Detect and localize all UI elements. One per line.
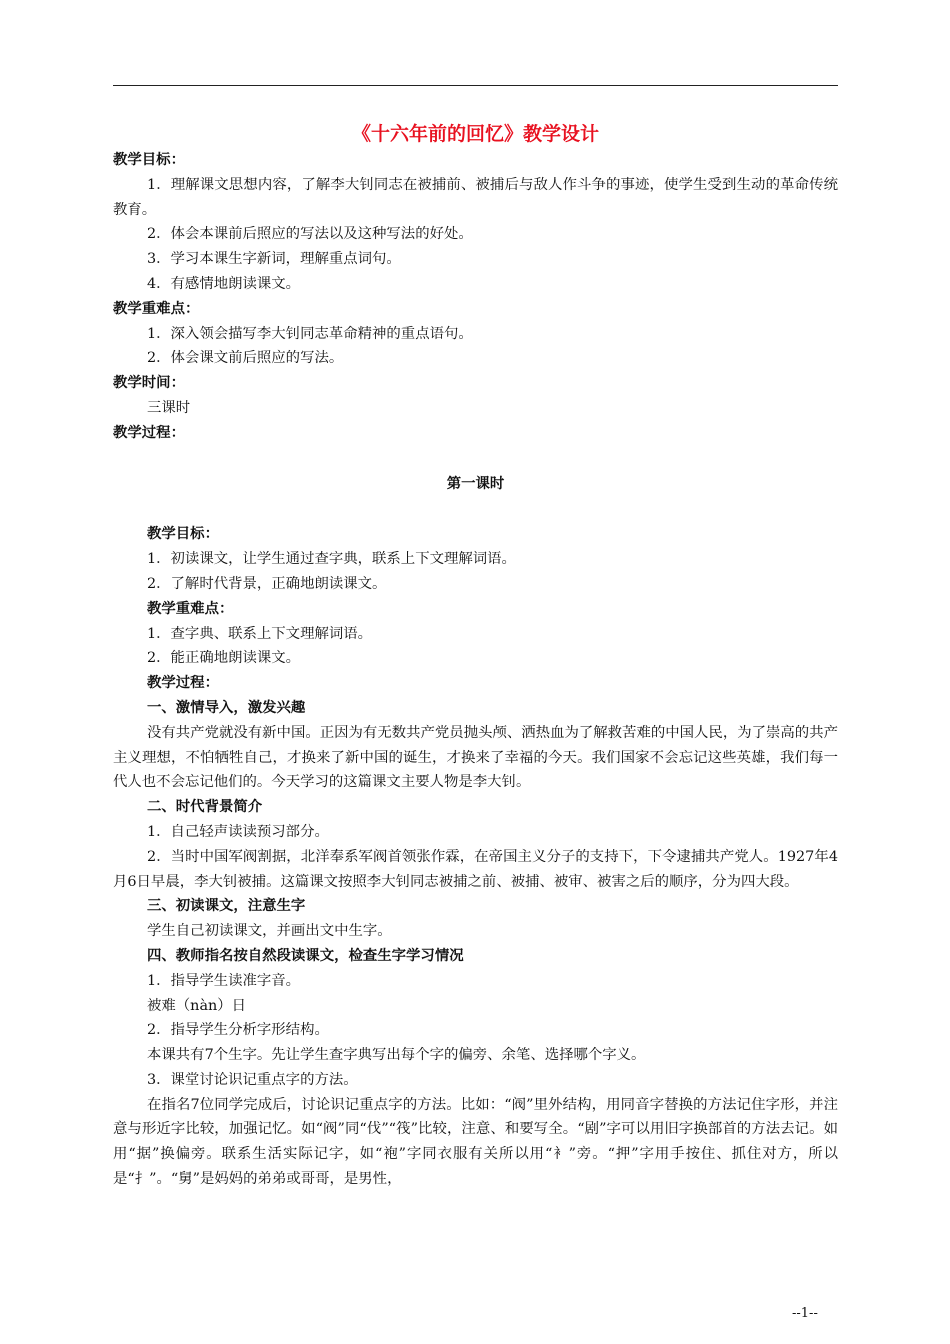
process-heading: 教学过程：	[113, 423, 185, 441]
step-heading: 二、时代背景简介	[147, 798, 263, 816]
lesson-key-item: 2．能正确地朗读课文。	[147, 650, 301, 667]
document-body	[113, 120, 838, 1192]
key-point-item: 1．深入领会描写李大钊同志革命精神的重点语句。	[147, 325, 473, 342]
step-paragraph: 学生自己初读课文，并画出文中生字。	[147, 923, 392, 940]
lesson-process-heading: 教学过程：	[147, 674, 219, 692]
document-title: 《十六年前的回忆》教学设计	[351, 123, 599, 145]
lesson-title: 第一课时	[446, 474, 505, 492]
lesson-goal-item: 2．了解时代背景，正确地朗读课文。	[147, 575, 387, 592]
step-item: 1．指导学生读准字音。	[147, 972, 301, 989]
page-number: --1--	[792, 1306, 818, 1321]
step-heading: 四、教师指名按自然段读课文，检查生字学习情况	[147, 946, 464, 964]
step-item: 2．当时中国军阀割据，北洋奉系军阀首领张作霖，在帝国主义分子的支持下，下令逮捕共产党人。1927年4月6日早晨，李大钊被捕。这篇课文按照李大钊同志被捕之前、被捕、被审、被害之后的顺序，分为四大段。	[113, 848, 838, 890]
step-paragraph: 没有共产党就没有新中国。正因为有无数共产党员抛头颅、洒热血为了解救苦难的中国人民，为了崇高的共产主义理想，不怕牺牲自己，才换来了新中国的诞生，才换来了幸福的今天。我们国家不会忘记这些英雄，我们每一代人也不会忘记他们的。今天学习的这篇课文主要人物是李大钊。	[113, 724, 838, 791]
key-points-heading: 教学重难点：	[113, 299, 200, 317]
time-heading: 教学时间：	[113, 374, 185, 392]
step-heading: 一、激情导入，激发兴趣	[147, 698, 306, 716]
step-item: 被难（nàn）日	[147, 997, 247, 1014]
key-point-item: 2．体会课文前后照应的写法。	[147, 350, 344, 367]
step-item: 在指名7位同学完成后，讨论识记重点字的方法。比如：“阀”里外结构，用同音字替换的方法记住字形，并注意与形近字比较，加强记忆。如“阀”同“伐”“筏”比较，注意、和要写全。“剧”字可以用旧字换部首的方法去记。如用“据”换偏旁。联系生活实际记字，如“袍”字同衣服有关所以用“衤”旁。“押”字用手按住、抓住对方，所以是“扌”。“舅”是妈妈的弟弟或哥哥，是男性，	[113, 1096, 838, 1188]
header-rule	[113, 85, 838, 86]
step-item: 3．课堂讨论识记重点字的方法。	[147, 1071, 358, 1088]
lesson-key-heading: 教学重难点：	[147, 599, 234, 617]
time-value: 三课时	[147, 399, 191, 416]
goals-heading: 教学目标：	[113, 151, 185, 168]
lesson-goal-item: 1．初读课文，让学生通过查字典，联系上下文理解词语。	[147, 551, 516, 568]
goal-item: 1．理解课文思想内容，了解李大钊同志在被捕前、被捕后与敌人作斗争的事迹，使学生受到生动的革命传统教育。	[113, 176, 838, 218]
lesson-goals-heading: 教学目标：	[147, 525, 219, 543]
step-item: 本课共有7个生字。先让学生查字典写出每个字的偏旁、余笔、选择哪个字义。	[147, 1047, 646, 1064]
lesson-key-item: 1．查字典、联系上下文理解词语。	[147, 625, 373, 642]
step-heading: 三、初读课文，注意生字	[147, 897, 306, 915]
goal-item: 2．体会本课前后照应的写法以及这种写法的好处。	[147, 226, 473, 243]
goal-item: 4．有感情地朗读课文。	[147, 275, 301, 292]
step-item: 1．自己轻声读读预习部分。	[147, 823, 329, 840]
step-item: 2．指导学生分析字形结构。	[147, 1022, 329, 1039]
goal-item: 3．学习本课生字新词，理解重点词句。	[147, 251, 401, 268]
